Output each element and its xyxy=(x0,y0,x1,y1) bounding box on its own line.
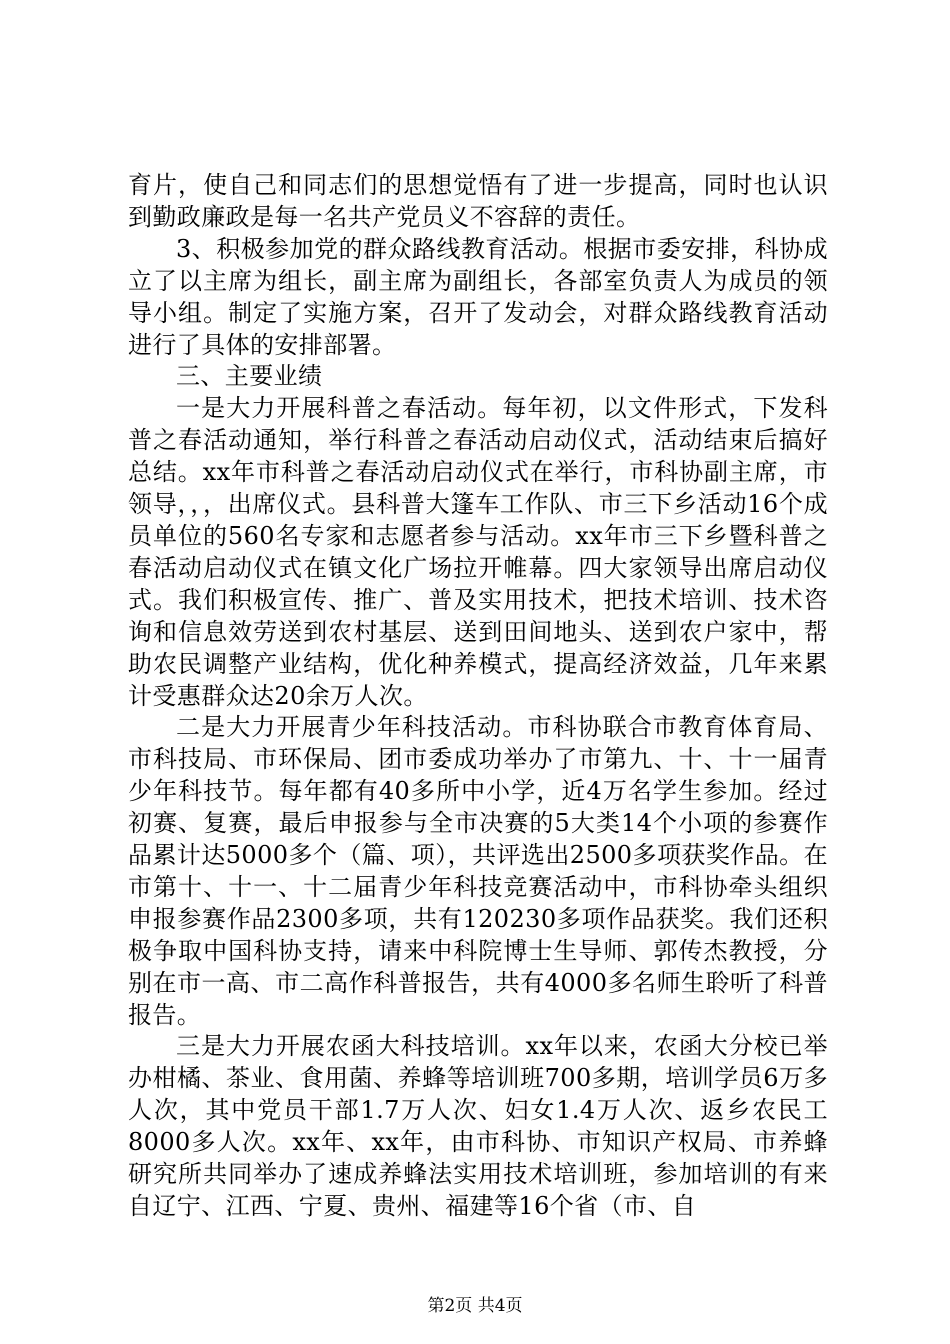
document-body xyxy=(128,170,828,1223)
paragraph-achievement-2: 二是大力开展青少年科技活动。市科协联合市教育体育局、市科技局、市环保局、团市委成功举办了市第九、十、十一届青少年科技节。每年都有40多所中小学，近4万名学生参加。经过初赛、复赛，最后申报参与全市决赛的5大类14个小项的参赛作品累计达5000多个（篇、项），共评选出2500多项获奖作品。在市第十、十一、十二届青少年科技竞赛活动中，市科协牵头组织申报参赛作品2300多项，共有120230多项作品获奖。我们还积极争取中国科协支持，请来中科院博士生导师、郭传杰教授，分别在市一高、市二高作科普报告，共有4000多名师生聆听了科普报告。 xyxy=(128,713,828,1029)
paragraph-achievement-3: 三是大力开展农函大科技培训。xx年以来，农函大分校已举办柑橘、茶业、食用菌、养蜂等培训班700多期，培训学员6万多人次，其中党员干部1.7万人次、妇女1.4万人次、返乡农民工8000多人次。xx年、xx年，由市科协、市知识产权局、市养蜂研究所共同举办了速成养蜂法实用技术培训班，参加培训的有来自辽宁、江西、宁夏、贵州、福建等16个省（市、自 xyxy=(128,1032,828,1220)
paragraph-item-3: 3、积极参加党的群众路线教育活动。根据市委安排，科协成立了以主席为组长，副主席为副组长，各部室负责人为成员的领导小组。制定了实施方案，召开了发动会，对群众路线教育活动进行了具体的安排部署。 xyxy=(128,234,828,359)
paragraph-achievement-1: 一是大力开展科普之春活动。每年初，以文件形式，下发科普之春活动通知，举行科普之春活动启动仪式，活动结束后搞好总结。xx年市科普之春活动启动仪式在举行，市科协副主席，市领导，，，出席仪式。县科普大篷车工作队、市三下乡活动16个成员单位的560名专家和志愿者参与活动。xx年市三下乡暨科普之春活动启动仪式在镇文化广场拉开帷幕。四大家领导出席启动仪式。我们积极宣传、推广、普及实用技术，把技术培训、技术咨询和信息效劳送到农村基层、送到田间地头、送到农户家中，帮助农民调整产业结构，优化种养模式，提高经济效益，几年来累计受惠群众达20余万人次。 xyxy=(128,394,828,710)
section-heading: 三、主要业绩 xyxy=(176,362,323,391)
paragraph-continuation: 育片，使自己和同志们的思想觉悟有了进一步提高，同时也认识到勤政廉政是每一名共产党员义不容辞的责任。 xyxy=(128,171,828,231)
page-footer xyxy=(0,1295,950,1317)
page-number: 第2页 共4页 xyxy=(427,1296,523,1316)
